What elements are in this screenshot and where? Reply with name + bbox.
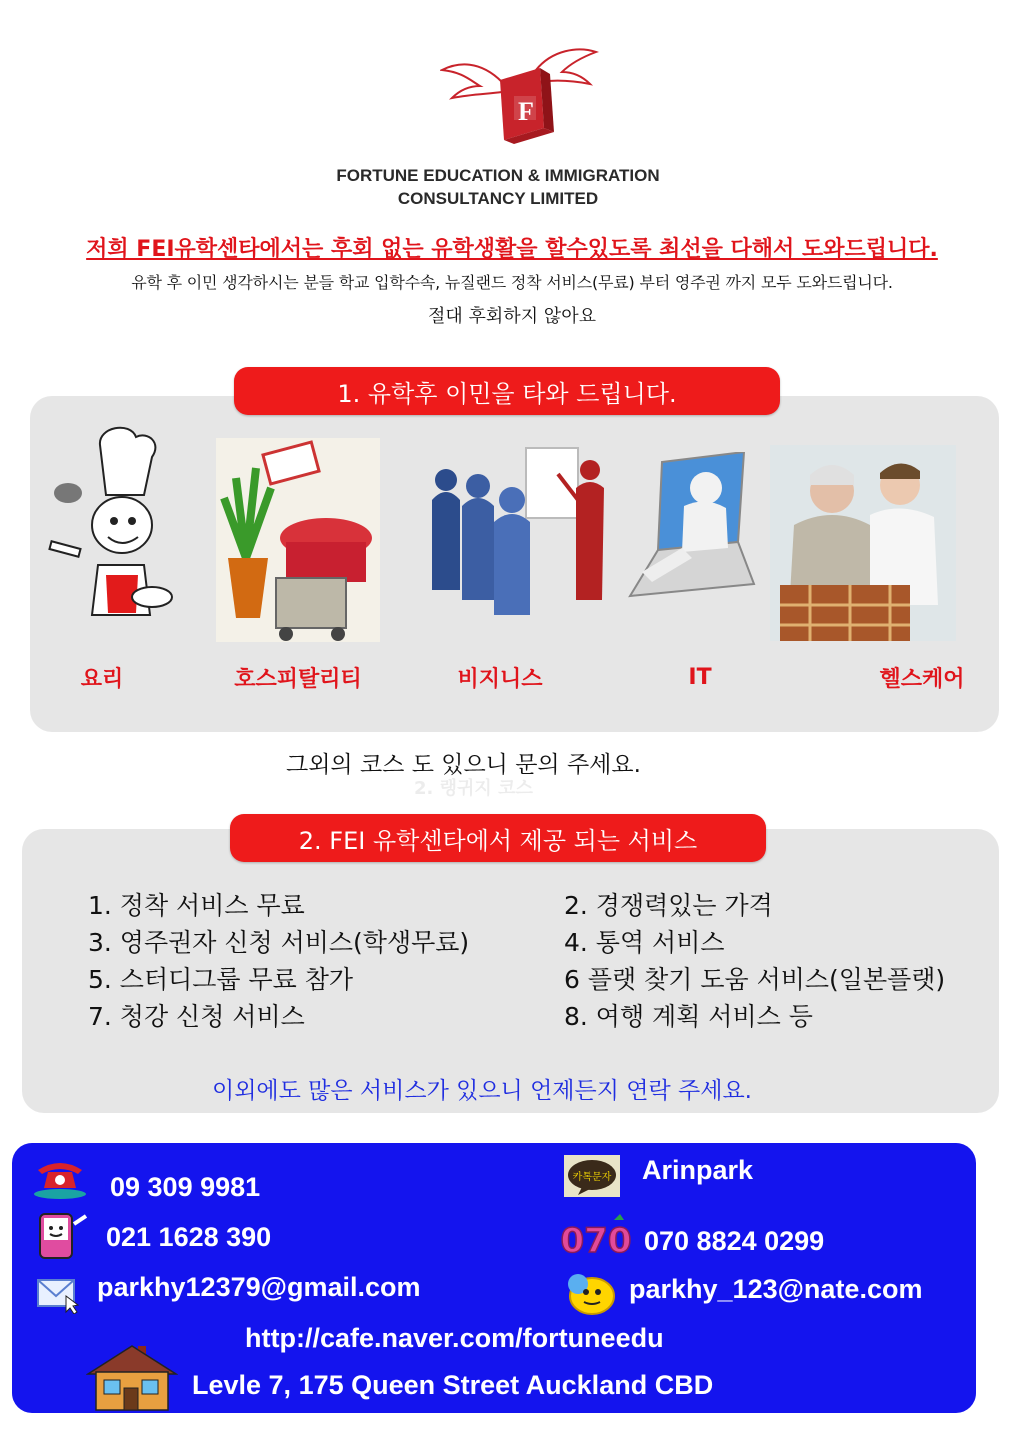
service-item-3: 3. 영주권자 신청 서비스(학생무료) [88,928,470,957]
laptop-icon [622,452,762,600]
healthcare-icon [770,445,956,641]
company-name-line2: CONSULTANCY LIMITED [397,189,599,208]
career-label-hospitality: 호스피탈리티 [234,667,362,692]
service-item-6: 6 플랫 찾기 도움 서비스(일본플랫) [564,965,946,994]
service-item-7: 7. 청강 신청 서비스 [88,1002,305,1031]
phone-number[interactable]: 09 309 9981 [110,1172,261,1202]
mobile-number[interactable]: 021 1628 390 [106,1222,272,1252]
nate-messenger-icon [564,1270,616,1316]
service-item-8: 8. 여행 계획 서비스 등 [564,1002,813,1031]
faint-language-course: 2. 랭귀지 코스 [414,778,533,799]
phone-070[interactable]: 070 8824 0299 [644,1226,825,1256]
intro-line3: 절대 후회하지 않아요 [428,306,596,327]
section1-note: 그외의 코스 도 있으니 문의 주세요. [286,752,641,778]
service-item-2: 2. 경쟁력있는 가격 [564,891,773,920]
career-label-cooking: 요리 [80,667,124,692]
career-label-it: IT [688,665,712,690]
section2-title: 2. FEI 유학센타에서 제공 되는 서비스 [230,814,766,862]
hospitality-icon [216,438,380,642]
intro-headline: 저희 FEI유학센타에서는 후회 없는 유학생활을 할수있도록 최선을 다해서 도와드립니다. [86,237,938,262]
website-link[interactable]: http://cafe.naver.com/fortuneedu [245,1323,664,1353]
section1-title: 1. 유학후 이민을 타와 드립니다. [234,367,780,415]
kakao-id[interactable]: Arinpark [642,1155,754,1185]
company-logo [440,40,600,155]
career-label-healthcare: 헬스케어 [879,667,965,692]
office-address: Levle 7, 175 Queen Street Auckland CBD [192,1370,714,1400]
business-icon [426,440,606,630]
svg-text:F: F [518,97,534,126]
telephone-icon [30,1158,88,1200]
kakao-icon [564,1155,620,1197]
service-item-4: 4. 통역 서비스 [564,928,725,957]
svg-text:카톡문자: 카톡문자 [572,1172,612,1183]
career-label-business: 비지니스 [457,667,543,692]
chef-icon [40,425,180,635]
svg-text:070: 070 [560,1221,632,1261]
number-070-icon [554,1212,640,1264]
service-item-5: 5. 스터디그룹 무료 참가 [88,965,354,994]
gmail-address[interactable]: parkhy12379@gmail.com [97,1272,421,1302]
mobile-phone-icon [32,1210,90,1260]
email-icon [36,1272,82,1314]
intro-line2: 유학 후 이민 생각하시는 분들 학교 입학수속, 뉴질랜드 정착 서비스(무료) 부터 영주권 까지 모두 도와드립니다. [131,273,893,292]
service-item-1: 1. 정착 서비스 무료 [88,891,305,920]
nate-address[interactable]: parkhy_123@nate.com [629,1274,923,1304]
house-icon [86,1340,178,1412]
section2-note: 이외에도 많은 서비스가 있으니 언제든지 연락 주세요. [212,1078,752,1104]
company-name-line1: FORTUNE EDUCATION & IMMIGRATION [336,166,660,185]
